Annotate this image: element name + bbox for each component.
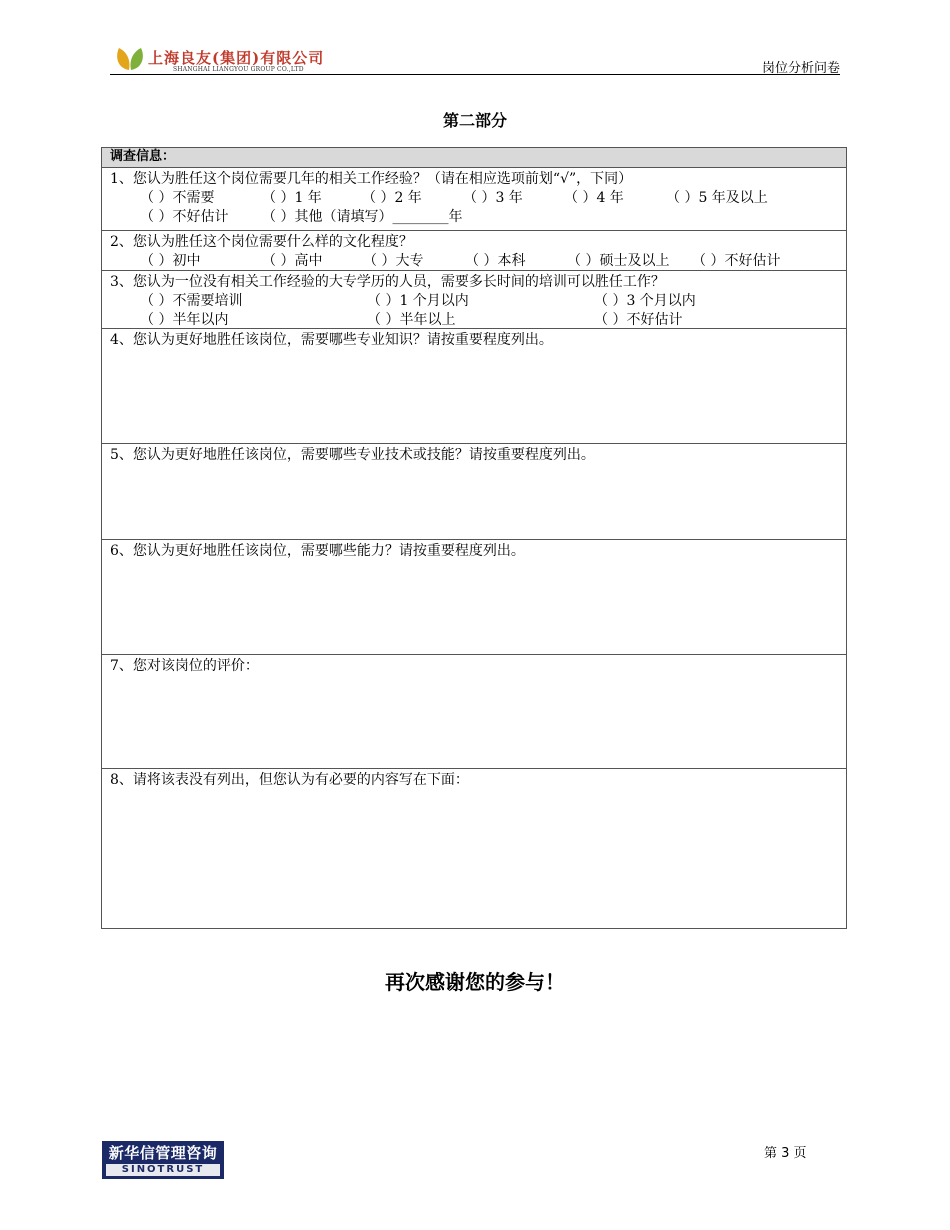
sinotrust-logo-en: SINOTRUST <box>106 1164 220 1176</box>
survey-heading-row <box>102 148 846 167</box>
question-7[interactable] <box>102 654 846 768</box>
question-5-text: 5、您认为更好地胜任该岗位，需要哪些专业技术或技能？请按重要程度列出。 <box>110 447 595 463</box>
option-college[interactable]: （ ）大专 <box>363 253 424 269</box>
question-1 <box>102 167 846 230</box>
question-4-text: 4、您认为更好地胜任该岗位，需要哪些专业知识？请按重要程度列出。 <box>110 332 553 348</box>
question-6-text: 6、您认为更好地胜任该岗位，需要哪些能力？请按重要程度列出。 <box>110 543 525 559</box>
option-edu-hard-to-estimate[interactable]: （ ）不好估计 <box>692 253 781 269</box>
sinotrust-logo-cn: 新华信管理咨询 <box>108 1144 218 1162</box>
option-senior-high[interactable]: （ ）高中 <box>262 253 323 269</box>
sinotrust-logo <box>102 1141 224 1179</box>
question-8[interactable] <box>102 768 846 928</box>
question-2-options <box>110 252 846 271</box>
question-4[interactable] <box>102 328 846 443</box>
question-3-options-row1 <box>110 292 846 311</box>
leaf-icon <box>115 46 145 72</box>
option-bachelor[interactable]: （ ）本科 <box>465 253 526 269</box>
question-2-text: 2、您认为胜任这个岗位需要什么样的文化程度？ <box>110 234 413 250</box>
section-title: 第二部分 <box>442 111 507 130</box>
company-name-cn: 上海良友(集团)有限公司 <box>148 49 325 67</box>
question-1-options-row1 <box>110 189 846 208</box>
document-title: 岗位分析问卷 <box>761 61 840 76</box>
option-within-half-year[interactable]: （ ）半年以内 <box>140 312 229 328</box>
option-2-years[interactable]: （ ）2 年 <box>362 190 422 206</box>
option-4-years[interactable]: （ ）4 年 <box>564 190 624 206</box>
question-8-text: 8、请将该表没有列出，但您认为有必要的内容写在下面： <box>110 772 469 788</box>
question-7-text: 7、您对该岗位的评价： <box>110 658 259 674</box>
question-3-text: 3、您认为一位没有相关工作经验的大专学历的人员，需要多长时间的培训可以胜任工作？ <box>110 274 665 290</box>
header-divider <box>110 74 840 75</box>
closing-message: 再次感谢您的参与！ <box>385 970 565 994</box>
option-other-fill-in[interactable]: （ ）其他（请填写）________年 <box>262 209 463 225</box>
option-junior-high[interactable]: （ ）初中 <box>140 253 201 269</box>
option-training-hard-to-estimate[interactable]: （ ）不好估计 <box>594 312 683 328</box>
option-none[interactable]: （ ）不需要 <box>140 190 215 206</box>
company-name-en: SHANGHAI LIANGYOU GROUP CO.,LTD <box>173 66 304 73</box>
question-3 <box>102 270 846 328</box>
company-logo <box>115 44 375 74</box>
option-within-1-month[interactable]: （ ）1 个月以内 <box>367 293 469 309</box>
survey-heading: 调查信息： <box>110 149 176 164</box>
question-2 <box>102 230 846 270</box>
option-5-plus-years[interactable]: （ ）5 年及以上 <box>666 190 768 206</box>
option-within-3-months[interactable]: （ ）3 个月以内 <box>594 293 696 309</box>
option-hard-to-estimate[interactable]: （ ）不好估计 <box>140 209 229 225</box>
option-1-year[interactable]: （ ）1 年 <box>262 190 322 206</box>
option-3-years[interactable]: （ ）3 年 <box>463 190 523 206</box>
page-number: 第 3 页 <box>764 1146 807 1161</box>
option-no-training[interactable]: （ ）不需要培训 <box>140 293 243 309</box>
question-6[interactable] <box>102 539 846 654</box>
question-1-options-row2 <box>110 208 846 227</box>
option-master-plus[interactable]: （ ）硕士及以上 <box>567 253 670 269</box>
survey-table <box>101 147 847 929</box>
question-1-text: 1、您认为胜任这个岗位需要几年的相关工作经验？（请在相应选项前划“√”，下同） <box>110 171 633 187</box>
question-5[interactable] <box>102 443 846 539</box>
option-over-half-year[interactable]: （ ）半年以上 <box>367 312 456 328</box>
